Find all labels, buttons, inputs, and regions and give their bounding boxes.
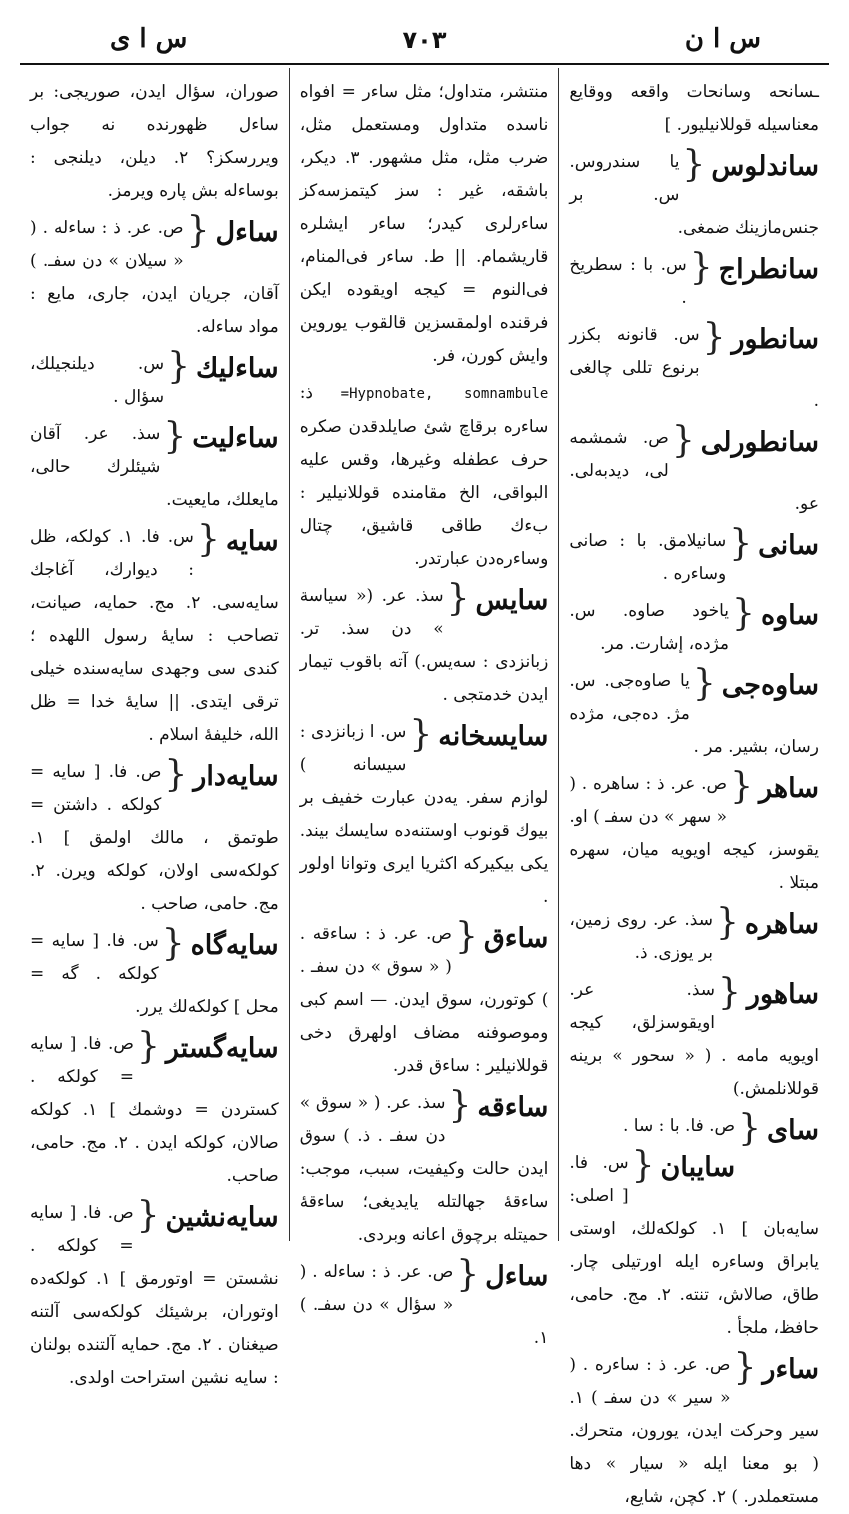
dictionary-entry bbox=[30, 756, 279, 921]
entry-definition: ذ: ساءره برقاچ شئ صايلدقدن صكره حرف عطفله وغيرها، وقس عليه البواقى، الخ مقامنده قوللانيلير : بءك طاقى قاشيق، چتال وساءره‌دن عبارتدر. bbox=[299, 383, 549, 569]
dictionary-entry bbox=[300, 1087, 549, 1252]
entry-definition: س. فا. ١. كولكه، ظل : ديوارك، آغاجك سايه‌سى. ٢. مج. حمايه، صيانت، تصاحب : سايهٔ رسول اللهده ؛ كندى سى وجهدى سايه‌سنده خيلى ترقى ايتدى. || سايهٔ خدا = ظل الله، خليفهٔ اسلام . bbox=[30, 527, 279, 745]
entry-headword: سانى bbox=[758, 530, 819, 561]
dictionary-entry bbox=[300, 1256, 549, 1355]
entry-headword: ساهور bbox=[746, 979, 819, 1010]
entry-brace: { bbox=[733, 1347, 757, 1388]
entry-headword: ساندلوس bbox=[711, 151, 819, 182]
entry-definition: سذ. عر. ( « سوق » دن سفـ . ذ. ) سوق ايدن حالت وكيفيت، سبب، موجب: ساءقهٔ جهالتله يايديغى؛ ساءقهٔ حميتله برچوق اعانه وبردى. bbox=[299, 1093, 549, 1245]
entry-brace: { bbox=[196, 519, 220, 560]
latin-gloss: =Hypnobate, somnambule bbox=[340, 386, 549, 402]
entry-continuation bbox=[30, 76, 279, 208]
dictionary-entry bbox=[30, 348, 279, 414]
dictionary-entry bbox=[569, 319, 819, 418]
entry-headword: ساهره bbox=[744, 909, 819, 940]
entry-headword: سايسخانه bbox=[438, 721, 549, 752]
entry-brace: { bbox=[446, 578, 470, 619]
entry-definition: ص. فا. [ سايه = كولكه . نشستن = اوتورمق ] ١. كولكه‌ده اوتوران، برشيئك كولكه‌سى آلتنه صيغنان . ٢. مج. حمايه آلتنده بولنان : سايه نشين استراحت اولدى. bbox=[30, 1203, 279, 1388]
entry-definition: يا سندروس. س. بر جنس‌مازينك ضمغى. bbox=[569, 152, 819, 238]
dictionary-entry bbox=[569, 768, 819, 900]
entry-definition: ص. عر. ذ : ساءله . ( « سؤال » دن سفـ. ) ١. bbox=[299, 1262, 549, 1348]
entry-headword: ساهر bbox=[759, 773, 819, 804]
entry-brace: { bbox=[692, 663, 716, 704]
columns bbox=[20, 68, 829, 1507]
entry-brace: { bbox=[702, 317, 726, 358]
entry-definition: سذ. عر. (« سياسة » دن سذ. تر. زبانزدى : سه‌يس.) آته باقوب تيمار ايدن خدمتجى . bbox=[299, 586, 549, 705]
entry-definition: سانيلامق. با : صانى وساءره . bbox=[569, 531, 727, 584]
dictionary-entry bbox=[569, 146, 819, 245]
entry-brace: { bbox=[715, 902, 739, 943]
entry-definition: سذ. عر. آقان شيئلرك حالى، مايعلك، مايعيت. bbox=[30, 424, 279, 510]
entry-brace: { bbox=[671, 420, 695, 461]
entry-headword: ساى bbox=[767, 1115, 819, 1146]
entry-definition: يا صاوه‌جى. س. مژ. ده‌جى، مژده رسان، بشير. مر . bbox=[569, 671, 819, 757]
entry-headword: ساءل bbox=[485, 1261, 549, 1292]
header-left-letters: س ا ى bbox=[110, 24, 188, 54]
dictionary-entry bbox=[569, 249, 819, 315]
dictionary-entry bbox=[569, 1147, 819, 1345]
page-number: ٧٠٣ bbox=[402, 26, 447, 54]
dictionary-entry bbox=[30, 521, 279, 752]
entry-definition: س. ا زبانزدى : سيسانه ) لوازم سفر. يه‌دن عبارت خفيف بر بيوك قونوب اوستنه‌ده سايسك بيند. يكى بيكيركه اكثريا ايرى وتوانا اولور . bbox=[299, 722, 549, 907]
column-right bbox=[559, 68, 829, 1507]
entry-brace: { bbox=[164, 754, 188, 795]
entry-brace: { bbox=[454, 916, 478, 957]
entry-headword: ساءر bbox=[762, 1354, 819, 1385]
dictionary-entry bbox=[569, 525, 819, 591]
entry-continuation bbox=[569, 76, 819, 142]
dictionary-entry bbox=[569, 595, 819, 661]
entry-headword: سايه‌گستر bbox=[165, 1033, 279, 1064]
header-rule bbox=[20, 63, 829, 65]
entry-definition: ص. عر. ذ : ساءقه . ( « سوق » دن سفـ . ) كوتورن، سوق ايدن. — اسم كبى وموصوفنه مضاف اولهرق دخى قوللانيلير : ساءق قدر. bbox=[299, 924, 549, 1076]
entry-definition: ـسانحه وسانحات واقعه ووقايع معناسيله قوللانيليور. ] bbox=[569, 82, 819, 135]
entry-brace: { bbox=[186, 210, 210, 251]
entry-headword: سانطور bbox=[731, 324, 819, 355]
entry-definition: صوران، سؤال ايدن، صوريجى: بر ساءل ظهورنده نه جواب ويررسكز؟ ٢. ديلن، ديلنجى : بوساءله بش پاره ويرمز. bbox=[30, 82, 279, 201]
entry-brace: { bbox=[682, 144, 706, 185]
entry-headword: ساءق bbox=[483, 923, 549, 954]
entry-definition: منتشر، متداول؛ مثل ساءر = افواه ناسده متداول ومستعمل مثل، ضرب مثل، مثل مشهور. ٣. ديكر، باشقه، غير : سز كيتمزسه‌كز ساءرلرى كيدر؛ ساءر ايشلره قاريشمام. || ط. ساءر فى‌المنام، فى‌النوم = كيجه اويقوده ايكن فرقنده اولمقسزين قالقوب يوروين وايش كورن، فر. bbox=[299, 82, 549, 366]
dictionary-entry bbox=[569, 1349, 819, 1514]
entry-brace: { bbox=[167, 346, 190, 387]
entry-brace: { bbox=[448, 1085, 472, 1126]
entry-headword: ساءل bbox=[215, 217, 279, 248]
dictionary-entry bbox=[30, 1028, 279, 1193]
column-center bbox=[290, 68, 560, 1348]
entry-brace: { bbox=[163, 416, 187, 457]
entry-brace: { bbox=[631, 1145, 655, 1186]
dictionary-entry bbox=[300, 918, 549, 1083]
entry-headword: سايه bbox=[225, 526, 279, 557]
entry-brace: { bbox=[136, 1195, 160, 1236]
entry-brace: { bbox=[730, 766, 753, 807]
entry-headword: سايه‌نشين bbox=[165, 1202, 279, 1233]
entry-headword: سانطورلى bbox=[700, 427, 819, 458]
entry-definition: ص. عر. ذ : ساءره . ( « سير » دن سفـ ) ١. سير وحركت ايدن، يورون، متحرك. ( بو معنا ايله « سيار » دها مستعملدر. ) ٢. كچن، شايع، bbox=[569, 1355, 819, 1507]
entry-definition: س. فا. [ سايه = كولكه . گه = محل ] كولكه‌لك يرر. bbox=[30, 931, 279, 1017]
entry-definition: س. قانونه بكزر برنوع تللى چالغى . bbox=[569, 325, 819, 411]
entry-definition: ص. فا. با : سا . bbox=[622, 1116, 736, 1136]
dictionary-entry bbox=[569, 422, 819, 521]
entry-definition: ص. فا. [ سايه = كولكه . كستردن = دوشمك ] ١. كولكه صالان، كولكه ايدن . ٢. مج. حامى، صاحب. bbox=[30, 1034, 279, 1186]
entry-definition: س. با : سطريخ . bbox=[569, 255, 687, 308]
entry-definition: ص. شمشمه لى، ديدبه‌لى. عو. bbox=[569, 428, 819, 514]
entry-definition: س. ديلنجيلك، سؤال . bbox=[30, 354, 165, 407]
entry-brace: { bbox=[136, 1026, 160, 1067]
entry-definition: ياخود صاوه. س. مژده، إشارت. مر. bbox=[569, 601, 730, 654]
dictionary-entry bbox=[30, 212, 279, 344]
entry-headword: ساءليت bbox=[192, 423, 279, 454]
entry-headword: سانطراج bbox=[718, 254, 819, 285]
entry-definition: ص. عر. ذ : ساءله . ( « سيلان » دن سفـ. ) آقان، جريان ايدن، جارى، مايع : مواد ساءله. bbox=[30, 218, 279, 337]
dictionary-entry bbox=[569, 904, 819, 970]
entry-continuation bbox=[300, 76, 549, 373]
entry-headword: سايس bbox=[475, 585, 549, 616]
entry-headword: سايه‌دار bbox=[193, 761, 279, 792]
entry-continuation bbox=[300, 377, 549, 576]
entry-headword: سايه‌گاه bbox=[190, 930, 279, 961]
entry-brace: { bbox=[409, 714, 433, 755]
entry-brace: { bbox=[729, 523, 753, 564]
entry-brace: { bbox=[732, 593, 755, 634]
entry-definition: سذ. عر. روى زمين، بر يوزى. ذ. bbox=[569, 910, 713, 963]
entry-definition: ص. فا. [ سايه = كولكه . داشتن = طوتمق ، مالك اولمق ] ١. كولكه‌سى اولان، كولكه ويرن. ٢. مج. حامى، صاحب . bbox=[30, 762, 279, 914]
dictionary-entry bbox=[569, 974, 819, 1106]
entry-headword: ساءليك bbox=[196, 353, 279, 384]
entry-brace: { bbox=[161, 923, 185, 964]
entry-headword: ساوه‌جى bbox=[721, 670, 819, 701]
entry-definition: ص. عر. ذ : ساهره . ( « سهر » دن سفـ ) او. يقوسز، كيجه اويويه ميان، سهره مبتلا . bbox=[569, 774, 819, 893]
dictionary-entry bbox=[30, 418, 279, 517]
running-head bbox=[20, 20, 829, 60]
header-right-letters: س ا ن bbox=[684, 24, 761, 54]
entry-brace: { bbox=[456, 1254, 480, 1295]
entry-definition: س. فا. [ اصلى: سايه‌بان ] ١. كولكه‌لك، اوستى يابراق وساءره ايله اورتيلى چار. طاق، صالاش، تنته. ٢. مج. حامى، حافظ، ملجأ . bbox=[569, 1153, 819, 1338]
dictionary-entry bbox=[300, 716, 549, 914]
entry-headword: سايبان bbox=[660, 1152, 736, 1183]
entry-brace: { bbox=[689, 247, 713, 288]
column-left bbox=[20, 68, 290, 1388]
dictionary-entry bbox=[300, 580, 549, 712]
entry-definition: سذ. عر. اويقوسزلق، كيجه اويويه مامه . ( « سحور » برينه قوللانلمش.) bbox=[569, 980, 819, 1099]
dictionary-entry bbox=[569, 665, 819, 764]
dictionary-entry bbox=[569, 1108, 819, 1149]
entry-headword: ساءقه bbox=[477, 1092, 549, 1123]
dictionary-entry bbox=[30, 925, 279, 1024]
entry-brace: { bbox=[718, 972, 741, 1013]
entry-brace: { bbox=[738, 1108, 762, 1149]
dictionary-entry bbox=[30, 1197, 279, 1395]
entry-headword: ساوه bbox=[760, 600, 819, 631]
